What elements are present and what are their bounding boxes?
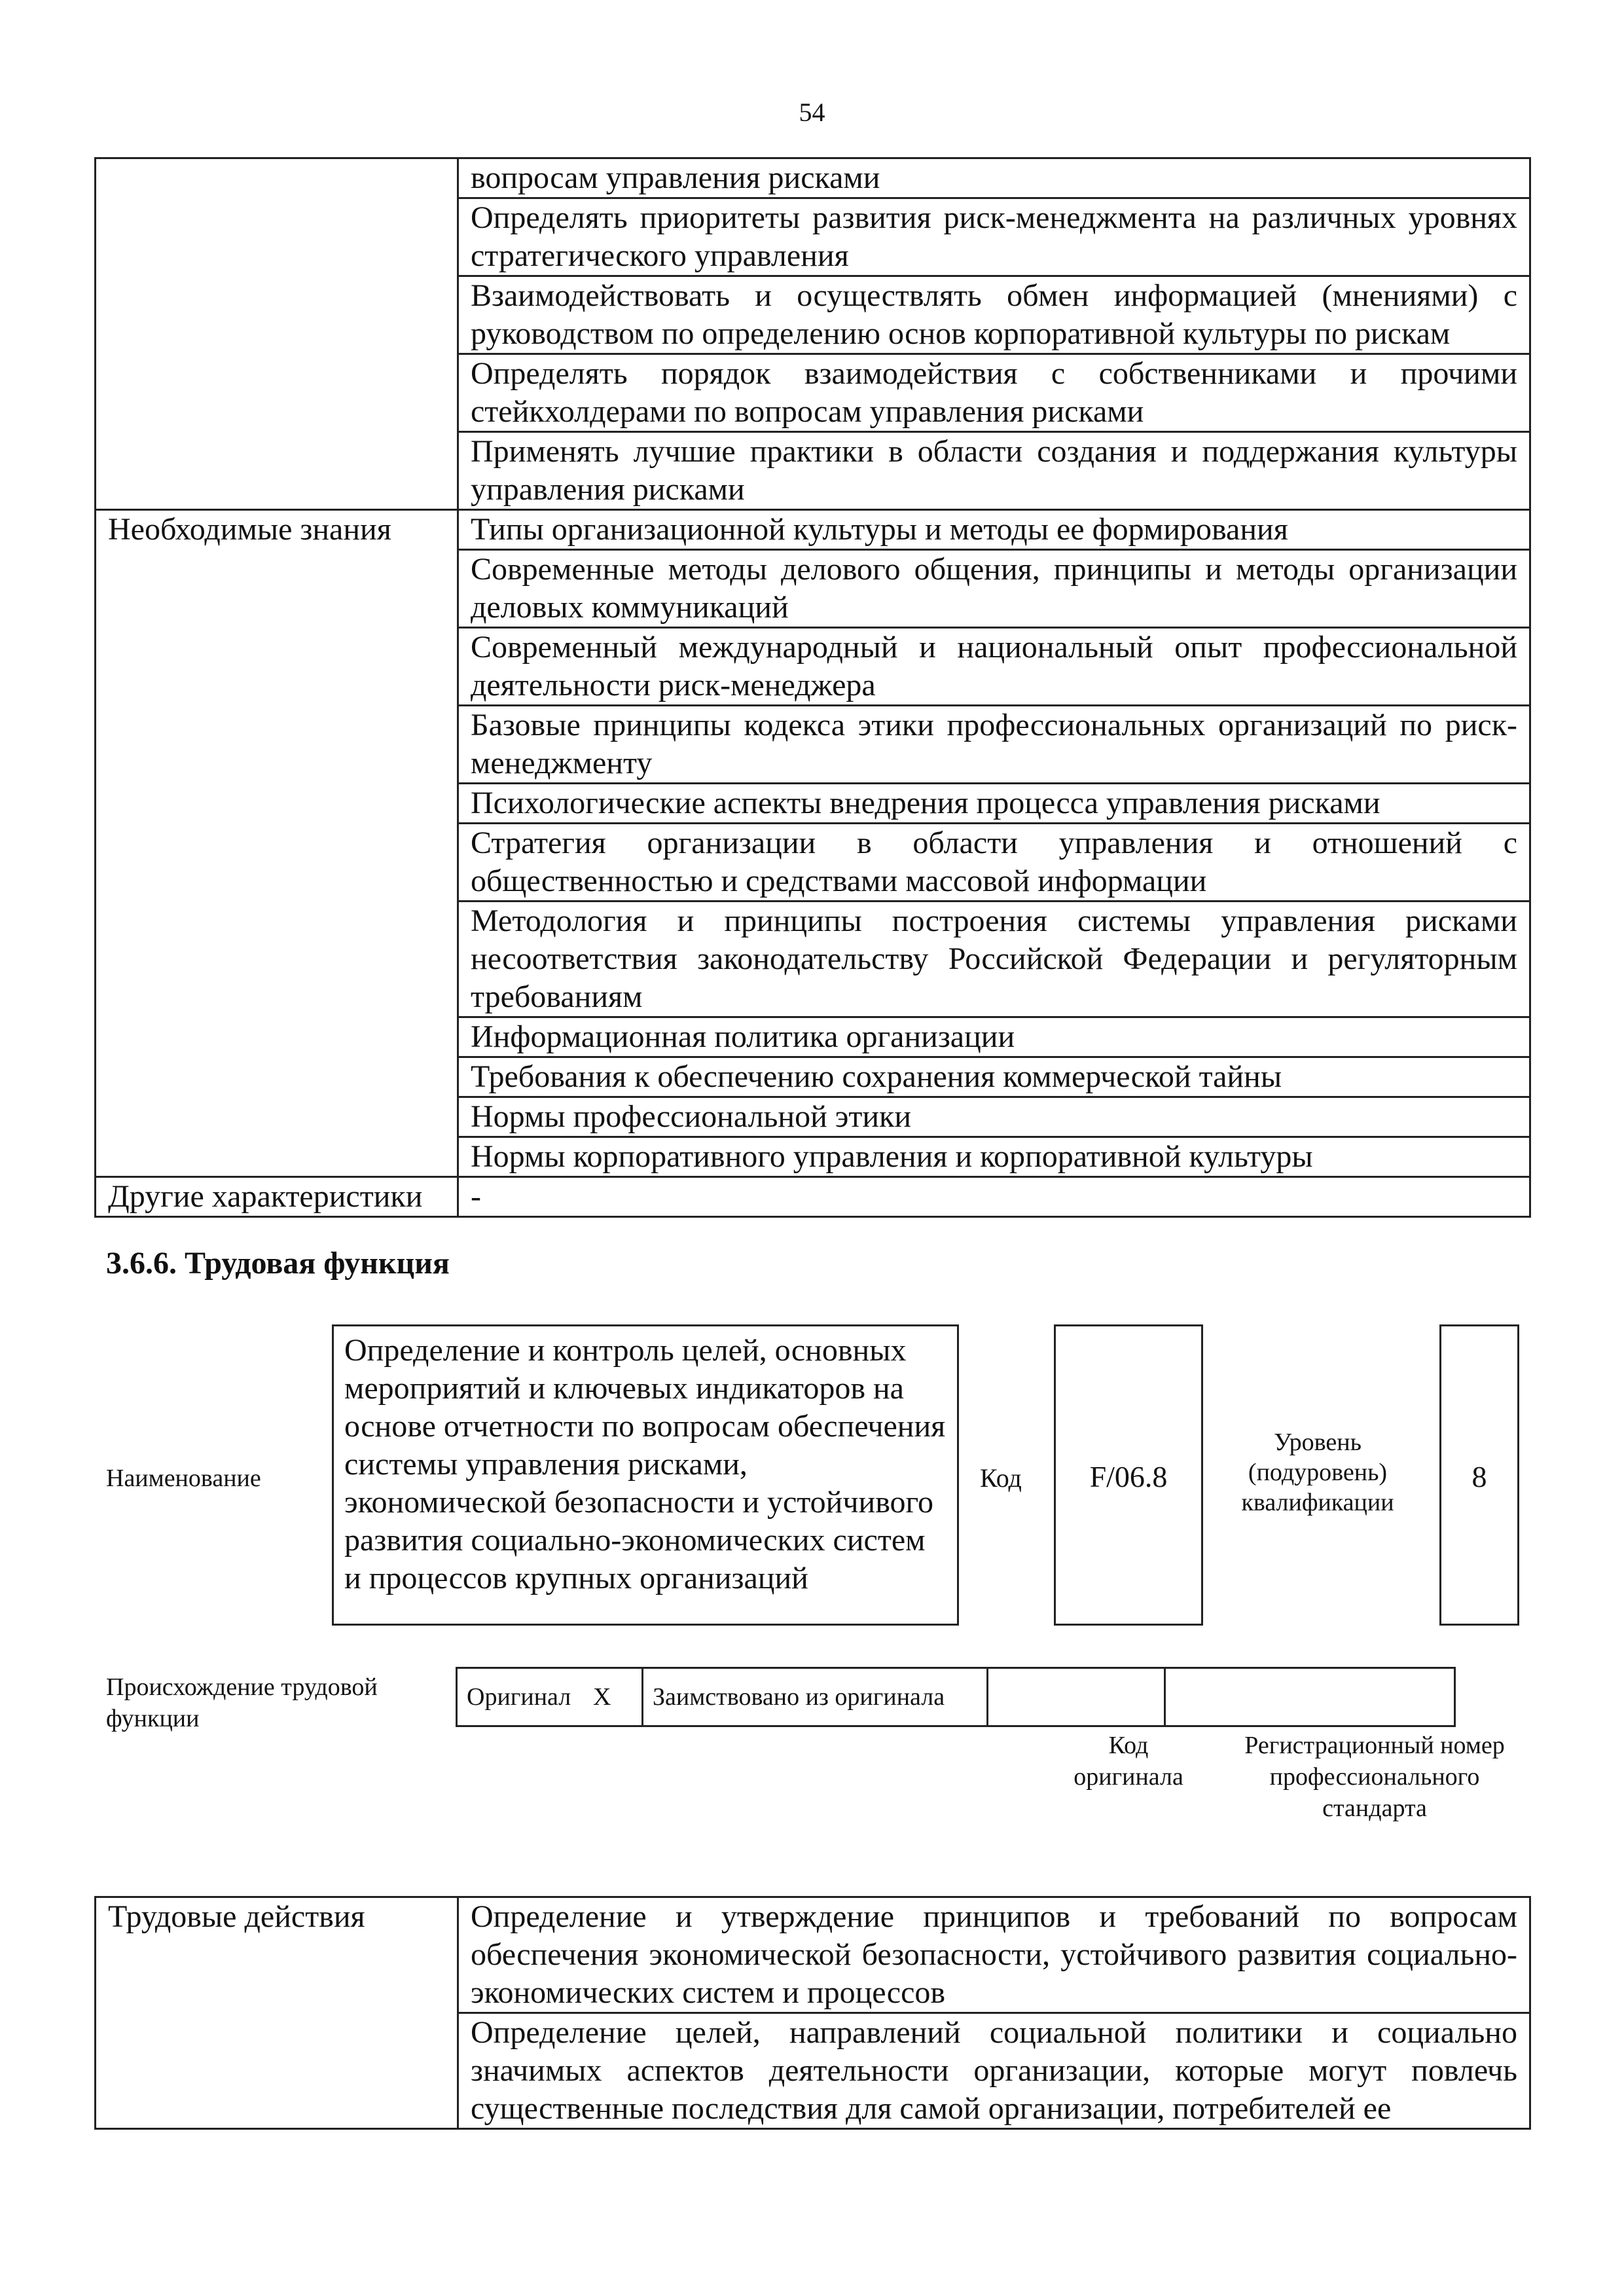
table-cell: Определять порядок взаимодействия с собственниками и прочими стейкхолдерами по вопросам управления рисками [458,354,1530,432]
table-cell: вопросам управления рисками [458,158,1530,198]
table-cell: Определение и утверждение принципов и требований по вопросам обеспечения экономической безопасности, устойчивого развития социально-экономических систем и процессов [458,1897,1530,2013]
table-cell: Стратегия организации в области управления и отношений с общественностью и средствами массовой информации [458,824,1530,902]
reg-number-cell [1165,1668,1455,1726]
table-cell: Методология и принципы построения системы управления рисками несоответствия законодательству Российской Федерации и регуляторным требованиям [458,902,1530,1017]
table-cell: Информационная политика организации [458,1017,1530,1057]
code-label: Код [980,1463,1022,1493]
table-cell: Современный международный и национальный опыт профессиональной деятельности риск-менеджера [458,628,1530,706]
row-label-cell: Другие характеристики [96,1177,458,1217]
name-label: Наименование [106,1465,261,1492]
table-cell: Определять приоритеты развития риск-менеджмента на различных уровнях стратегического управления [458,198,1530,276]
table-cell: Психологические аспекты внедрения процесса управления рисками [458,784,1530,824]
borrowed-label-cell: Заимствовано из оригинала [643,1668,988,1726]
function-name-box: Определение и контроль целей, основных мероприятий и ключевых индикаторов на основе отчетности по вопросам обеспечения системы управления рисками, экономической безопасности и устойчивого развития социально-экономических систем и процессов крупных организаций [332,1324,959,1626]
row-label-cell: Необходимые знания [96,510,458,1177]
origin-table [456,1667,1456,1727]
code-original-caption: Код оригинала [1074,1732,1183,1791]
table-row [96,510,1530,550]
table-row [457,1668,1455,1726]
table-cell: Применять лучшие практики в области создания и поддержания культуры управления рисками [458,432,1530,510]
table-cell: Требования к обеспечению сохранения коммерческой тайны [458,1057,1530,1097]
table-cell: - [458,1177,1530,1217]
origin-label: Происхождение трудовой функции [106,1673,378,1732]
page-number: 54 [799,98,825,127]
code-original-cell [988,1668,1165,1726]
table-cell: Базовые принципы кодекса этики профессиональных организаций по риск-менеджменту [458,706,1530,784]
table-cell: Типы организационной культуры и методы ее формирования [458,510,1530,550]
table-row [96,158,1530,198]
qualification-level-box: 8 [1439,1324,1519,1626]
skills-knowledge-table [94,157,1531,1218]
table-cell: Нормы корпоративного управления и корпоративной культуры [458,1137,1530,1177]
row-label-cell: Трудовые действия [96,1897,458,2129]
qualification-level-label: Уровень (подуровень) квалификации [1241,1429,1394,1516]
original-mark-cell: X [584,1668,643,1726]
section-title: 3.6.6. Трудовая функция [106,1246,450,1281]
code-box: F/06.8 [1054,1324,1203,1626]
row-label-cell [96,158,458,510]
table-cell: Определение целей, направлений социальной политики и социально значимых аспектов деятельности организации, которые могут повлечь существенные последствия для самой организации, потребителей ее [458,2013,1530,2129]
table-cell: Взаимодействовать и осуществлять обмен информацией (мнениями) с руководством по определению основ корпоративной культуры по рискам [458,276,1530,354]
table-cell: Нормы профессиональной этики [458,1097,1530,1137]
original-label-cell: Оригинал [457,1668,585,1726]
table-cell: Современные методы делового общения, принципы и методы организации деловых коммуникаций [458,550,1530,628]
reg-number-caption: Регистрационный номер профессионального стандарта [1244,1732,1505,1822]
table-row [96,1897,1530,2013]
table-row [96,1177,1530,1217]
labor-actions-table [94,1896,1531,2130]
